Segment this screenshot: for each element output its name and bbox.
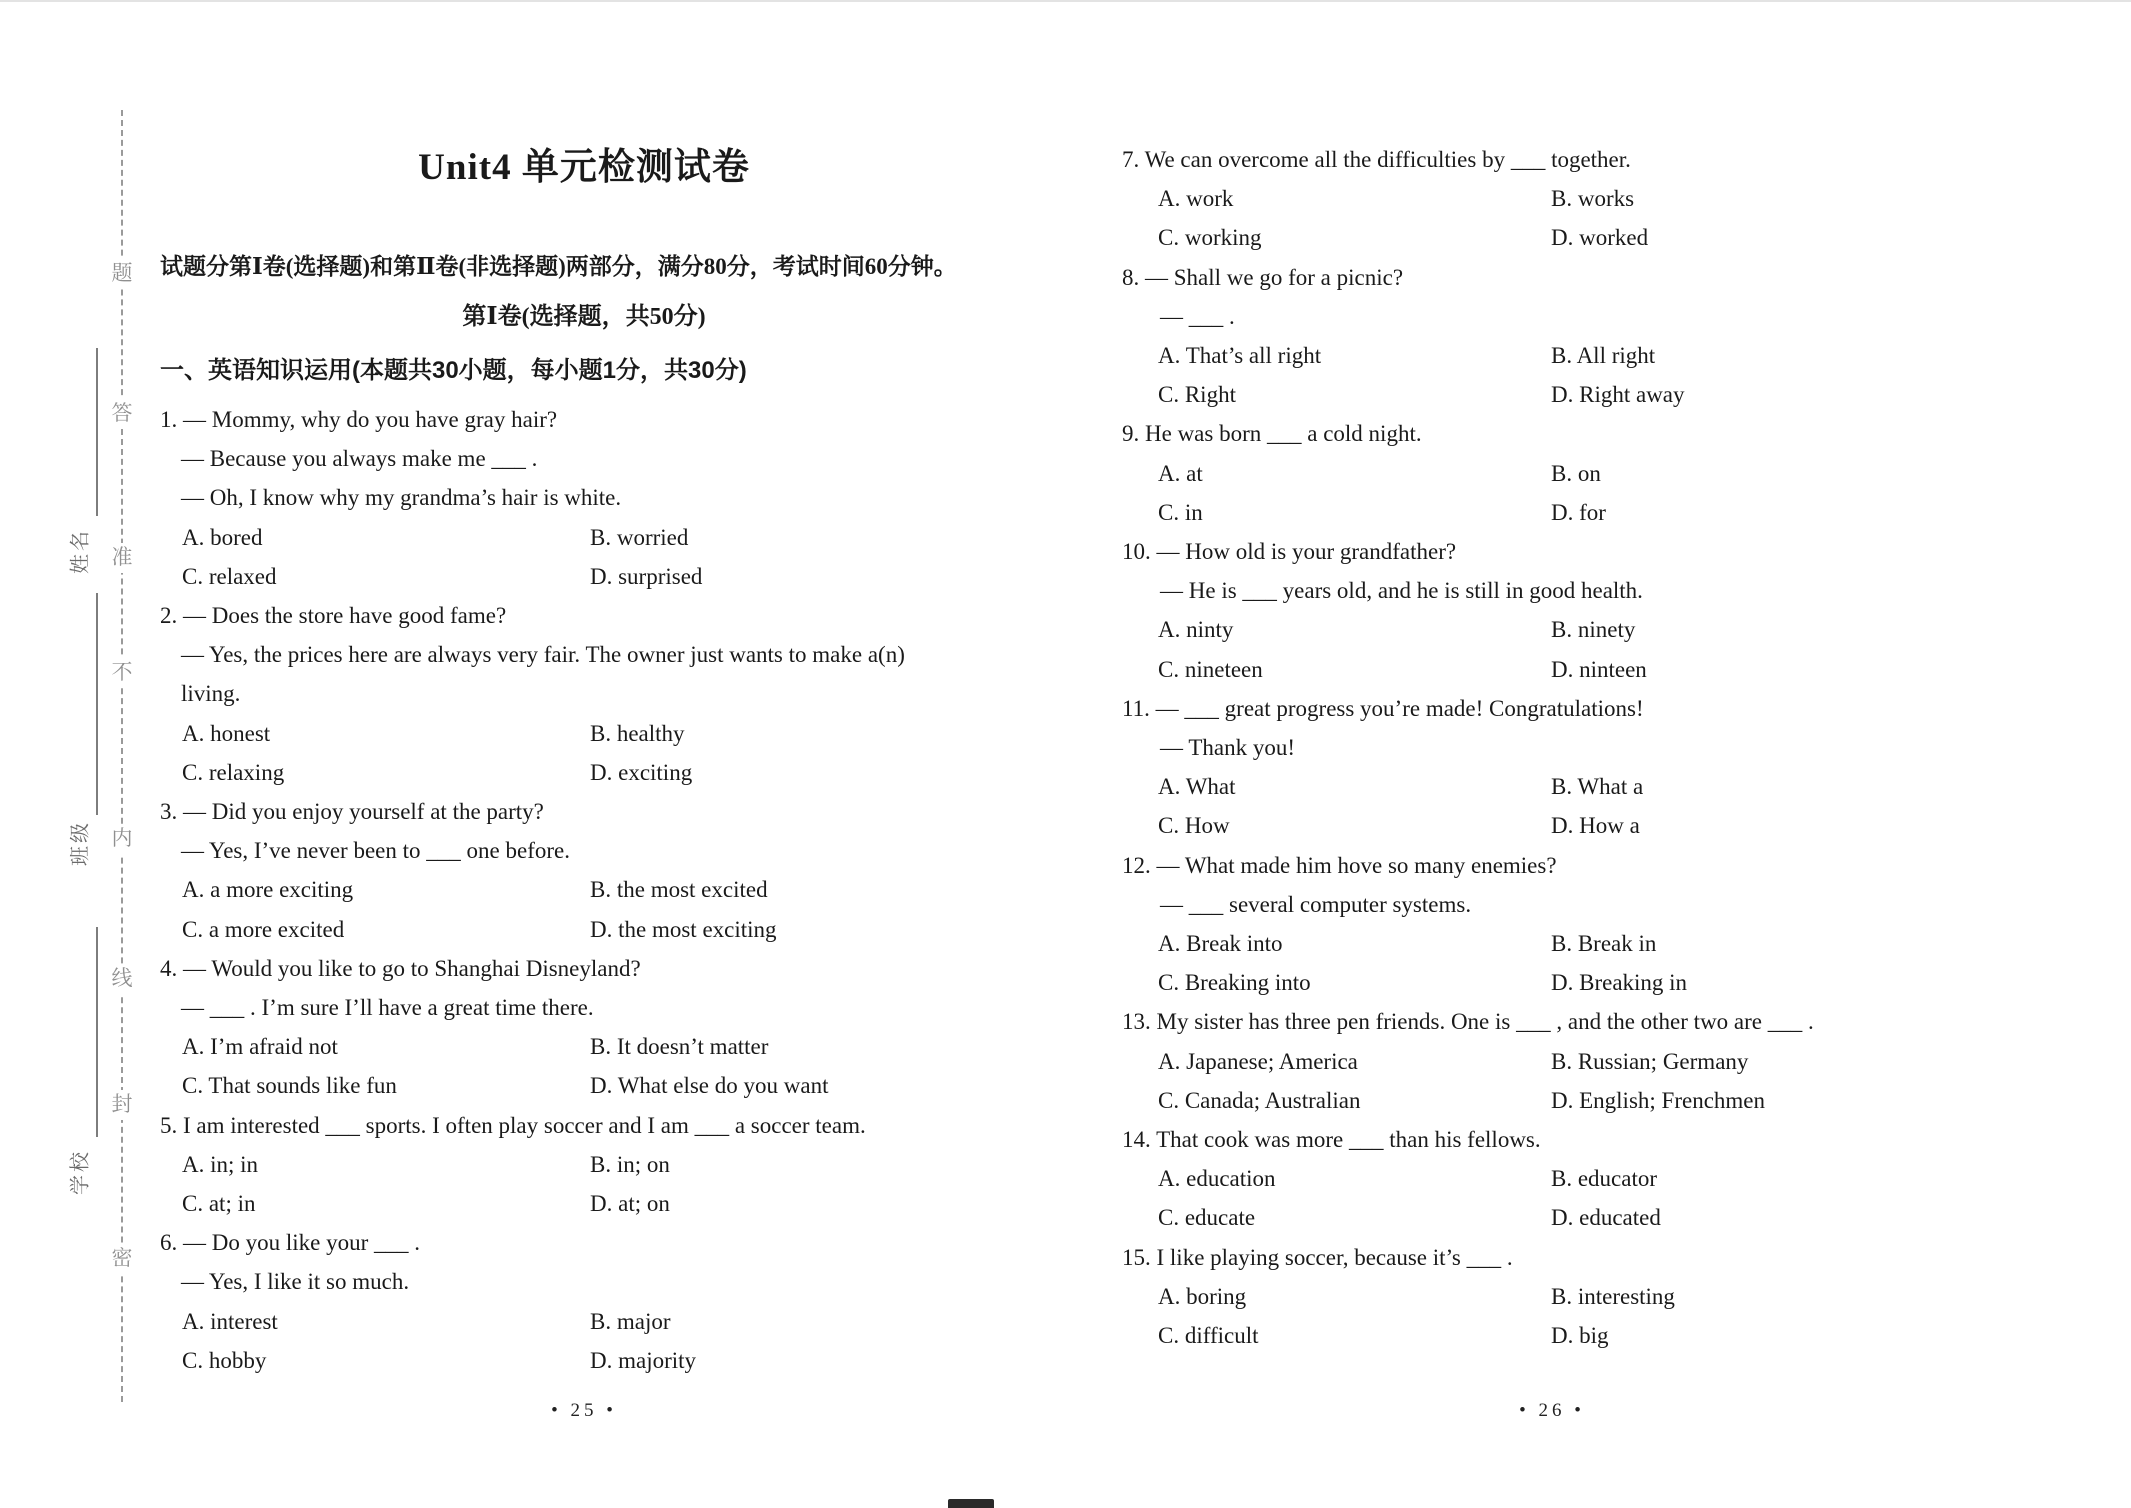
option-cell: C. How: [1158, 813, 1230, 839]
options-grid: [1122, 767, 1982, 845]
option-cell: D. at; on: [590, 1191, 670, 1217]
question-block: [1122, 414, 1982, 532]
question-number: 9.: [1122, 421, 1145, 447]
option-cell: C. relaxed: [182, 563, 277, 589]
question-continuation-line: — Thank you!: [1160, 735, 1296, 761]
question-number: 6.: [160, 1230, 183, 1256]
question-block: [160, 949, 1008, 1106]
option-cell: A. in; in: [182, 1151, 259, 1177]
option-cell: B. in; on: [590, 1151, 670, 1177]
option-cell: D. How a: [1551, 813, 1640, 839]
option-cell: A. Break into: [1158, 931, 1283, 957]
option-cell: B. All right: [1551, 343, 1656, 369]
option-cell: C. That sounds like fun: [182, 1073, 397, 1099]
option-cell: B. What a: [1551, 774, 1644, 800]
options-grid: [160, 1027, 1008, 1105]
question-block: [1122, 140, 1982, 258]
option-cell: A. bored: [182, 524, 263, 550]
seal-text-char: 封: [112, 1090, 133, 1120]
question-number: 15.: [1122, 1244, 1157, 1270]
option-cell: C. nineteen: [1158, 656, 1263, 682]
question-block: [160, 400, 1008, 596]
option-cell: C. Right: [1158, 382, 1236, 408]
question-block: [1122, 258, 1982, 415]
option-cell: D. majority: [590, 1347, 697, 1373]
question-block: [160, 792, 1008, 949]
option-cell: B. It doesn’t matter: [590, 1034, 769, 1060]
question-number: 13.: [1122, 1009, 1157, 1035]
exam-title: Unit4 单元检测试卷: [418, 147, 750, 188]
option-cell: A. That’s all right: [1158, 343, 1322, 369]
option-cell: C. educate: [1158, 1205, 1256, 1231]
option-cell: A. work: [1158, 186, 1234, 212]
page-number-26: • 26 •: [1519, 1400, 1585, 1421]
question-first-line: 5. I am interested ___ sports. I often play soccer and I am ___ a soccer team.: [160, 1112, 866, 1138]
part1-title: 第Ⅰ卷(选择题，共50分): [462, 304, 706, 330]
options-grid: [1122, 924, 1982, 1002]
question-block: [1122, 1002, 1982, 1120]
option-cell: D. exciting: [590, 759, 693, 785]
option-cell: A. I’m afraid not: [182, 1034, 338, 1060]
question-continuation-line: — He is ___ years old, and he is still in good health.: [1160, 578, 1643, 604]
option-cell: A. education: [1158, 1166, 1276, 1192]
question-first-line: 7. We can overcome all the difficulties by ___ together.: [1122, 147, 1631, 172]
option-cell: B. Break in: [1551, 931, 1657, 957]
options-grid: [1122, 610, 1982, 688]
options-grid: [1122, 1277, 1982, 1355]
option-cell: B. worried: [590, 524, 689, 550]
option-cell: C. in: [1158, 499, 1203, 525]
question-number: 10.: [1122, 539, 1157, 565]
question-number: 3.: [160, 799, 183, 825]
question-continuation-line: — Yes, the prices here are always very fair. The owner just wants to make a(n): [181, 642, 905, 668]
option-cell: D. the most exciting: [590, 916, 777, 942]
option-cell: A. a more exciting: [182, 877, 354, 903]
question-number: 5.: [160, 1112, 183, 1138]
school-label: 学校: [69, 1149, 92, 1195]
option-cell: C. a more excited: [182, 916, 345, 942]
option-cell: B. major: [590, 1308, 671, 1334]
question-block: [1122, 1120, 1982, 1238]
question-number: 11.: [1122, 695, 1156, 721]
option-cell: D. big: [1551, 1323, 1609, 1349]
options-grid: [160, 714, 1008, 792]
option-cell: B. educator: [1551, 1166, 1658, 1192]
option-cell: B. interesting: [1551, 1283, 1675, 1309]
option-cell: B. the most excited: [590, 877, 768, 903]
seal-text-char: 线: [112, 964, 133, 994]
option-cell: B. healthy: [590, 720, 685, 746]
options-grid: [160, 870, 1008, 948]
question-block: [160, 1106, 1008, 1224]
option-cell: C. Canada; Australian: [1158, 1087, 1361, 1113]
question-number: 4.: [160, 955, 183, 981]
question-first-line: 9. He was born ___ a cold night.: [1122, 421, 1422, 447]
options-grid: [1122, 1159, 1982, 1237]
name-fill-line: [96, 348, 98, 516]
question-first-line: 4. — Would you like to go to Shanghai Disneyland?: [160, 955, 641, 981]
option-cell: D. Right away: [1551, 382, 1685, 408]
option-cell: D. Breaking in: [1551, 970, 1688, 996]
name-label: 姓名: [69, 528, 92, 574]
question-continuation-line: — Oh, I know why my grandma’s hair is white.: [181, 485, 622, 511]
options-grid: [1122, 179, 1982, 257]
option-cell: A. ninty: [1158, 617, 1234, 643]
seal-text-char: 内: [112, 824, 133, 854]
option-cell: C. working: [1158, 225, 1262, 251]
question-first-line: 13. My sister has three pen friends. One is ___ , and the other two are ___ .: [1122, 1009, 1814, 1035]
class-fill-line: [96, 593, 98, 815]
question-block: [160, 596, 1008, 792]
question-first-line: 10. — How old is your grandfather?: [1122, 539, 1457, 565]
question-number: 12.: [1122, 852, 1157, 878]
option-cell: D. ninteen: [1551, 656, 1647, 682]
question-number: 2.: [160, 603, 183, 629]
option-cell: A. boring: [1158, 1283, 1247, 1309]
option-cell: C. hobby: [182, 1347, 267, 1373]
option-cell: B. Russian; Germany: [1551, 1048, 1749, 1074]
option-cell: D. What else do you want: [590, 1073, 829, 1099]
option-cell: B. works: [1551, 186, 1635, 212]
questions-left: [160, 400, 1008, 1380]
scan-artifact: [948, 1499, 994, 1508]
question-continuation-line: living.: [181, 681, 241, 707]
seal-text-char: 不: [112, 658, 133, 688]
option-cell: B. ninety: [1551, 617, 1636, 643]
class-label: 班级: [69, 820, 92, 866]
option-cell: C. relaxing: [182, 759, 285, 785]
option-cell: C. at; in: [182, 1191, 256, 1217]
question-block: [1122, 532, 1982, 689]
question-first-line: 15. I like playing soccer, because it’s ___ .: [1122, 1244, 1513, 1270]
page-number-25: • 25 •: [551, 1400, 617, 1421]
question-number: 1.: [160, 407, 183, 432]
seal-text-char: 答: [112, 399, 133, 429]
question-first-line: 11. — ___ great progress you’re made! Congratulations!: [1122, 695, 1644, 721]
options-grid: [160, 518, 1008, 596]
page-25: [160, 2, 1008, 1421]
question-first-line: 1. — Mommy, why do you have gray hair?: [160, 407, 558, 432]
option-cell: A. at: [1158, 460, 1203, 486]
question-first-line: 14. That cook was more ___ than his fellows.: [1122, 1127, 1541, 1153]
option-cell: D. worked: [1551, 225, 1649, 251]
seal-text-char: 题: [112, 259, 133, 289]
question-first-line: 8. — Shall we go for a picnic?: [1122, 264, 1404, 290]
question-continuation-line: — ___ several computer systems.: [1160, 891, 1472, 917]
question-first-line: 12. — What made him hove so many enemies?: [1122, 852, 1557, 878]
school-fill-line: [96, 927, 98, 1137]
question-first-line: 6. — Do you like your ___ .: [160, 1230, 421, 1256]
option-cell: D. surprised: [590, 563, 703, 589]
option-cell: A. honest: [182, 720, 271, 746]
options-grid: [1122, 1042, 1982, 1120]
question-block: [1122, 846, 1982, 1003]
question-continuation-line: — Yes, I like it so much.: [181, 1269, 410, 1295]
option-cell: D. for: [1551, 499, 1606, 525]
question-block: [1122, 689, 1982, 846]
seal-text-char: 准: [112, 543, 133, 573]
seal-dashed-line: [121, 110, 123, 1402]
question-continuation-line: — ___ .: [1160, 303, 1235, 329]
question-number: 8.: [1122, 264, 1145, 290]
section1-heading: 一、英语知识运用(本题共30小题，每小题1分，共30分): [160, 357, 747, 384]
question-continuation-line: — ___ . I’m sure I’ll have a great time there.: [181, 995, 594, 1021]
option-cell: D. English; Frenchmen: [1551, 1087, 1765, 1113]
exam-intro-line: 试题分第Ⅰ卷(选择题)和第Ⅱ卷(非选择题)两部分，满分80分，考试时间60分钟。: [160, 254, 957, 279]
question-first-line: 2. — Does the store have good fame?: [160, 603, 507, 629]
option-cell: A. What: [1158, 774, 1236, 800]
page-26: [1122, 2, 1982, 1421]
options-grid: [160, 1145, 1008, 1223]
option-cell: D. educated: [1551, 1205, 1661, 1231]
option-cell: B. on: [1551, 460, 1601, 486]
option-cell: A. interest: [182, 1308, 278, 1334]
options-grid: [1122, 454, 1982, 532]
question-block: [160, 1223, 1008, 1380]
question-number: 7.: [1122, 147, 1145, 172]
question-block: [1122, 1238, 1982, 1356]
option-cell: C. difficult: [1158, 1323, 1259, 1349]
option-cell: A. Japanese; America: [1158, 1048, 1358, 1074]
question-number: 14.: [1122, 1127, 1157, 1153]
options-grid: [160, 1302, 1008, 1380]
question-first-line: 3. — Did you enjoy yourself at the party?: [160, 799, 544, 825]
question-continuation-line: — Yes, I’ve never been to ___ one before.: [181, 838, 570, 864]
seal-text-char: 密: [112, 1244, 133, 1274]
questions-right: [1122, 140, 1982, 1355]
option-cell: C. Breaking into: [1158, 970, 1311, 996]
options-grid: [1122, 336, 1982, 414]
question-continuation-line: — Because you always make me ___ .: [181, 446, 538, 472]
